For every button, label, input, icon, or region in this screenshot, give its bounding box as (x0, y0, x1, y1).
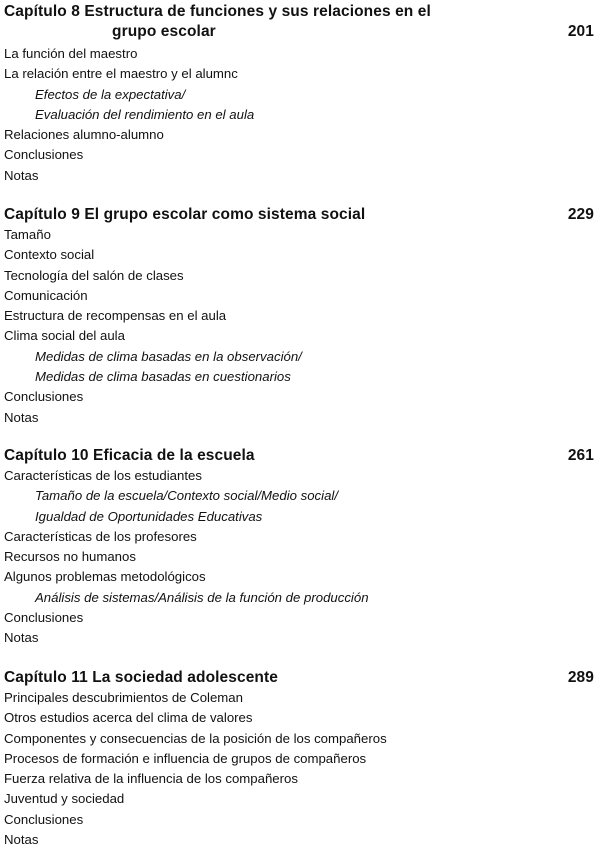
section-item: Contexto social (4, 247, 95, 263)
chapter-heading (4, 668, 594, 688)
section-item: Algunos problemas metodológicos (4, 569, 206, 585)
chapter-title: Capítulo 11 La sociedad adolescente (4, 669, 278, 686)
section-item: Notas (4, 832, 39, 848)
chapter-10 (4, 446, 594, 649)
section-item: La función del maestro (4, 46, 138, 61)
chapter-heading (4, 446, 594, 466)
section-item: Notas (4, 630, 39, 646)
section-item: Principales descubrimientos de Coleman (4, 690, 243, 705)
section-item: Conclusiones (4, 610, 84, 626)
chapter-9 (4, 205, 594, 428)
section-list (4, 688, 594, 850)
chapter-title: Capítulo 10 Eficacia de la escuela (4, 447, 255, 464)
section-item: Conclusiones (4, 389, 84, 405)
subsection-item: Medidas de clima basadas en cuestionarios (35, 369, 291, 385)
section-item: Juventud y sociedad (4, 791, 125, 807)
section-item: Conclusiones (4, 811, 84, 827)
chapter-8 (4, 2, 594, 186)
chapter-page-number: 289 (567, 669, 594, 686)
chapter-page-number: 261 (567, 447, 594, 464)
chapter-heading (4, 205, 594, 225)
subsection-item: Medidas de clima basadas en la observación/ (35, 348, 302, 364)
chapter-page-number: 201 (567, 23, 594, 40)
section-item: Relaciones alumno-alumno (4, 127, 164, 143)
subsection-item: Análisis de sistemas/Análisis de la función de producción (35, 589, 369, 605)
section-item: Clima social del aula (4, 328, 125, 344)
chapter-title-line-1: Capítulo 8 Estructura de funciones y sus relaciones en el (4, 3, 431, 20)
chapter-title (4, 2, 504, 42)
subsection-item: Efectos de la expectativa/ (35, 86, 186, 102)
chapter-heading (4, 2, 594, 42)
chapter-11 (4, 668, 594, 850)
subsection-item: Tamaño de la escuela/Contexto social/Medio social/ (35, 488, 338, 504)
section-item: Notas (4, 409, 39, 425)
section-list (4, 44, 594, 186)
section-item: Otros estudios acerca del clima de valores (4, 710, 253, 726)
section-item: Fuerza relativa de la influencia de los compañeros (4, 771, 298, 787)
chapter-title-line-2: grupo escolar (112, 23, 216, 40)
chapter-title: Capítulo 9 El grupo escolar como sistema social (4, 206, 366, 223)
section-item: Componentes y consecuencias de la posición de los compañeros (4, 730, 387, 746)
section-item: Características de los estudiantes (4, 468, 202, 483)
section-item: Recursos no humanos (4, 549, 136, 565)
section-list (4, 466, 594, 649)
subsection-item: Igualdad de Oportunidades Educativas (35, 508, 263, 524)
section-item: Conclusiones (4, 147, 84, 163)
section-item: La relación entre el maestro y el alumnc (4, 66, 238, 82)
section-item: Estructura de recompensas en el aula (4, 308, 227, 324)
section-item: Procesos de formación e influencia de grupos de compañeros (4, 750, 367, 766)
section-item: Características de los profesores (4, 528, 197, 544)
section-item: Comunicación (4, 287, 88, 303)
subsection-item: Evaluación del rendimiento en el aula (35, 106, 255, 122)
section-item: Tamaño (4, 227, 51, 242)
section-list (4, 225, 594, 428)
section-item: Notas (4, 167, 39, 183)
chapter-page-number: 229 (567, 206, 594, 223)
section-item: Tecnología del salón de clases (4, 267, 184, 283)
